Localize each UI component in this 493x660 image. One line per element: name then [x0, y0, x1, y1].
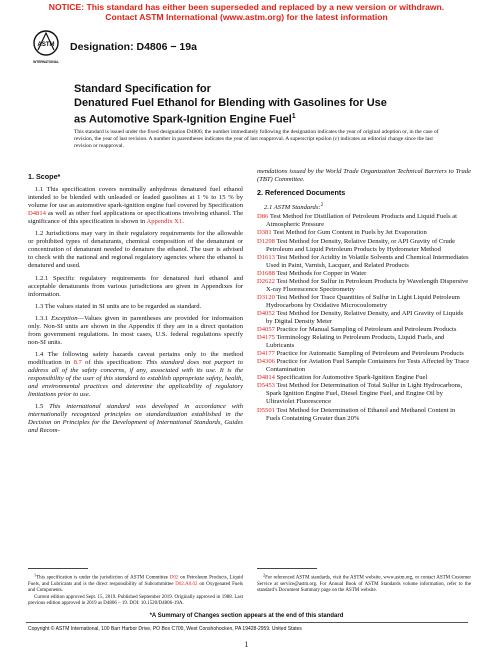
reference-code-link[interactable]: D1613 — [257, 253, 275, 261]
reference-title: Test Method for Determination of Total Sulfur in Light Hydrocarbons, Spark Ignition Engine Fuel, Diesel Engine Fuel, and Engine Oil by Ultraviolet Fluorescence — [266, 382, 463, 406]
reference-code-link[interactable]: D5501 — [257, 406, 275, 414]
reference-list — [257, 213, 471, 422]
reference-code-link[interactable]: D1688 — [257, 269, 275, 277]
reference-item — [257, 278, 471, 294]
left-column — [28, 168, 243, 439]
reference-title: Test Method for Density, Relative Density, or API Gravity of Crude Petroleum and Liquid Petroleum Products by Hydrometer Method — [266, 237, 455, 253]
footnote-1: $^1$This specification is under the jurisdiction of ASTM Committee D02 on Petroleum Products, Liquid Fuels, and Lubricants and is the direct responsibility of Subcommittee D02.A0.02 on Oxygenated Fuels and Components. Current edition approved Sept. 15, 2019. Published September 2019. Originally approved in 1988. Last previous edition approved in 2019 as D4806 – 19. DOI: 10.1520/D4806-19A. — [28, 572, 243, 606]
footnote-rule-right — [257, 568, 317, 569]
reference-item — [257, 310, 471, 326]
para-1-4: 1.4 The following safety hazards caveat pertains only to the method modification in 8.7 of this specification: This standard does not purport to address all of the safety concerns, if any, associated with its use. It is the responsibility of the user of this standard to establish appropriate safety, health, and environmental practices and determine the applicability of regulatory limitations prior to use. — [28, 350, 243, 399]
reference-code-link[interactable]: D4052 — [257, 309, 275, 317]
title-line-3: as Automotive Spark-Ignition Engine Fuel$^1$ — [74, 113, 296, 126]
reference-item — [257, 270, 471, 278]
reference-item — [257, 238, 471, 254]
reference-code-link[interactable]: D4177 — [257, 350, 275, 358]
scope-heading: 1. Scope* — [28, 172, 61, 181]
notice-line-1: NOTICE: This standard has either been superseded and replaced by a new version or withdrawn. — [48, 2, 445, 12]
reference-code-link[interactable]: D4306 — [257, 358, 275, 366]
reference-title: Test Method for Acidity in Volatile Solvents and Chemical Intermediates Used in Paint, Varnish, Lacquer, and Related Products — [266, 253, 469, 269]
link-d4814[interactable]: D4814 — [28, 210, 46, 218]
para-1-1: 1.1 This specification covers nominally anhydrous denatured fuel ethanol intended to be blended with unleaded or leaded gasolines at 1 % to 15 % by volume for use as automotive spark-ignition engine fuel covered by Specification D4814 as well as other fuel applications or specifications involving ethanol. The significance of this specification is shown in Appendix X1. — [28, 186, 243, 226]
issuance-note: This standard is issued under the fixed designation D4806; the number immediately following the designation indicates the year of original adoption or, in the case of revision, the year of last revision. A number in parentheses indicates the year of last reapproval. A superscript epsilon (ε) indicates an editorial change since the last revision or reapproval. — [74, 129, 439, 150]
footer-rule — [26, 622, 468, 623]
reference-code-link[interactable]: D4814 — [257, 374, 275, 382]
link-d02-a0-02[interactable]: D02.A0.02 — [175, 581, 198, 587]
reference-item — [257, 294, 471, 310]
reference-item — [257, 374, 471, 382]
notice-line-2: Contact ASTM International (www.astm.org) for the latest information — [105, 12, 388, 22]
reference-item — [257, 213, 471, 229]
para-1-2: 1.2 Jurisdictions may vary in their regulatory requirements for the allowable or prohibited types of denaturants, chemical composition of the denaturant or concentration of denaturant needed to denature the ethanol. The user is advised to check with the national and regional regulatory agencies where the ethanol is denatured and used. — [28, 230, 243, 270]
reference-item — [257, 254, 471, 270]
reference-item — [257, 229, 471, 237]
astm-logo — [33, 28, 59, 68]
reference-item — [257, 358, 471, 374]
title-line-1: Standard Specification for — [74, 83, 211, 95]
reference-title: Test Methods for Copper in Water — [274, 269, 367, 277]
reference-code-link[interactable]: D86 — [257, 213, 269, 221]
reference-title: Test Method for Trace Quantities of Sulfur in Light Liquid Petroleum Hydrocarbons by Oxidative Microcoulometry — [266, 293, 460, 309]
reference-title: Practice for Manual Sampling of Petroleum and Petroleum Products — [274, 326, 457, 334]
designation: Designation: D4806 − 19a — [70, 41, 197, 53]
reference-item — [257, 407, 471, 423]
reference-item — [257, 382, 471, 406]
summary-of-changes-note: *A Summary of Changes section appears at the end of this standard — [149, 613, 344, 619]
reference-code-link[interactable]: D2622 — [257, 277, 275, 285]
reference-title: Test Method for Determination of Ethanol and Methanol Content in Fuels Containing Greater than 20% — [266, 406, 456, 422]
reference-title: Terminology Relating to Petroleum Products, Liquid Fuels, and Lubricants — [266, 334, 445, 350]
reference-code-link[interactable]: D5453 — [257, 382, 275, 390]
para-1-2-1: 1.2.1 Specific regulatory requirements for denatured fuel ethanol and acceptable denaturants from various jurisdictions are given in Appendixes for information. — [28, 274, 243, 298]
reference-item — [257, 334, 471, 350]
link-d02[interactable]: D02 — [169, 575, 179, 581]
para-1-5: 1.5 This international standard was developed in accordance with internationally recognized principles on standardization established in the Decision on Principles for the Development of International Standards, Guides and Recom- — [28, 403, 243, 435]
para-1-3: 1.3 The values stated in SI units are to be regarded as standard. — [35, 302, 202, 310]
link-appendix-x1[interactable]: Appendix X1 — [146, 218, 183, 226]
link-8-7[interactable]: 8.7 — [73, 358, 82, 366]
reference-title: Practice for Aviation Fuel Sample Containers for Tests Affected by Trace Contamination — [266, 358, 470, 374]
reference-code-link[interactable]: D3120 — [257, 293, 275, 301]
supersede-notice — [0, 2, 493, 22]
referenced-documents-heading: 2. Referenced Documents — [257, 188, 346, 198]
svg-text:ASTM: ASTM — [37, 42, 55, 48]
reference-title: Test Method for Distillation of Petroleum Products and Liquid Fuels at Atmospheric Pressure — [266, 213, 457, 229]
right-column — [257, 168, 471, 423]
reference-item — [257, 326, 471, 334]
reference-code-link[interactable]: D381 — [257, 229, 272, 237]
reference-code-link[interactable]: D4057 — [257, 326, 275, 334]
reference-title: Test Method for Gum Content in Fuels by Jet Evaporation — [271, 229, 427, 237]
para-1-5-continued: mendations issued by the World Trade Organization Technical Barriers to Trade (TBT) Committee. — [257, 168, 471, 184]
copyright-line: Copyright © ASTM International, 100 Barr Harbor Drive, PO Box C700, West Conshohocken, PA 19428-2959. United States — [28, 626, 302, 632]
footnote-rule-left — [28, 568, 88, 569]
reference-code-link[interactable]: D4175 — [257, 334, 275, 342]
reference-title: Practice for Automatic Sampling of Petroleum and Petroleum Products — [274, 350, 464, 358]
reference-item — [257, 350, 471, 358]
reference-title: Test Method for Sulfur in Petroleum Products by Wavelength Dispersive X-ray Fluorescence Spectrometry — [266, 277, 469, 293]
title-line-2: Denatured Fuel Ethanol for Blending with Gasolines for Use — [74, 97, 387, 109]
footnote-2: $^2$For referenced ASTM standards, visit the ASTM website, www.astm.org, or contact ASTM Customer Service at service@astm.org. For Annual Book of ASTM Standards volume information, refer to the standard’s Document Summary page on the ASTM website. — [257, 572, 471, 594]
reference-code-link[interactable]: D1298 — [257, 237, 275, 245]
svg-text:INTERNATIONAL: INTERNATIONAL — [33, 60, 59, 64]
astm-standards-label: 2.1 ASTM Standards:$^2$ — [264, 203, 324, 212]
reference-title: Specification for Automotive Spark-Ignition Engine Fuel — [274, 374, 428, 382]
reference-title: Test Method for Density, Relative Density, and API Gravity of Liquids by Digital Density Meter — [266, 309, 464, 325]
document-title — [74, 82, 434, 127]
para-1-3-1: 1.3.1 Exception—Values given in parentheses are provided for information only. Non-SI units are shown in the Appendix if they are in a direct quotation from government regulations. In most cases, U.S. federal regulations specify non-SI units. — [28, 314, 243, 346]
page-number: 1 — [244, 640, 249, 649]
